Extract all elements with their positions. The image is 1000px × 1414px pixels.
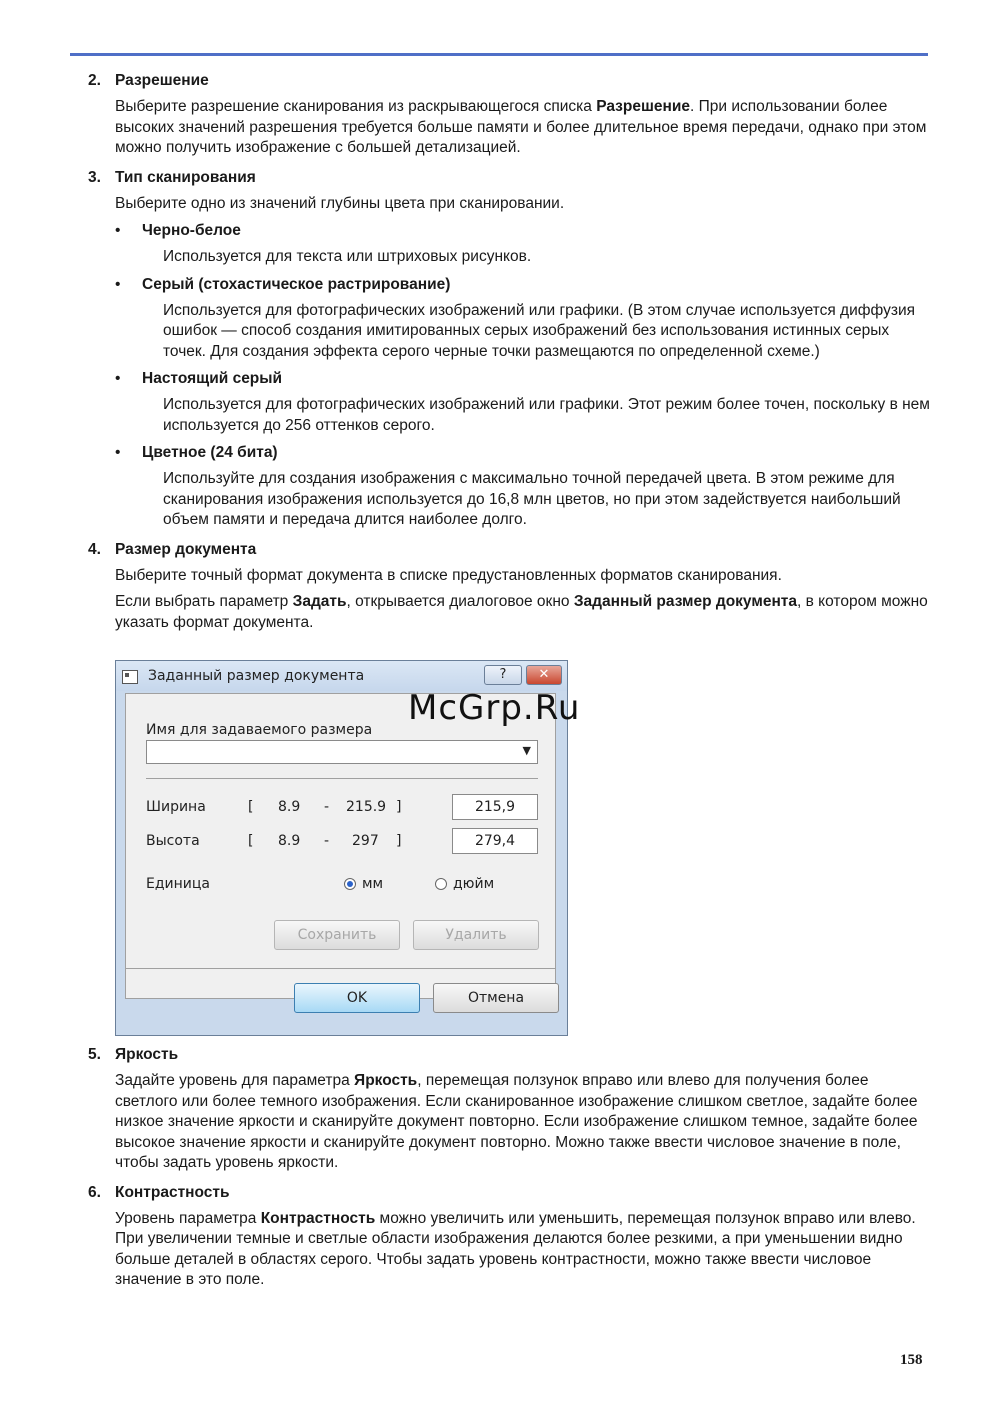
section-text-contrast: Уровень параметра Контрастность можно увеличить или уменьшить, перемещая ползунок вправо или влево. При увеличении темные и светлые области изображения делаются более резкими, а при уменьшении видно больше деталей в областях серого. Чтобы задать уровень контрастности, можно также ввести числовое значение в это поле. (115, 1209, 916, 1288)
unit-mm-label[interactable]: мм (362, 876, 384, 892)
save-button[interactable]: Сохранить (274, 920, 400, 950)
section-heading-contrast: 6. Контрастность (88, 1183, 230, 1201)
unit-inch-label[interactable]: дюйм (453, 876, 495, 892)
section-heading-scan-type: 3. Тип сканирования (88, 168, 256, 186)
height-label: Высота (146, 833, 200, 849)
bullet-text: Используется для текста или штриховых рисунков. (163, 248, 532, 265)
width-range-close: ] (396, 799, 402, 815)
chevron-down-icon[interactable]: ▼ (522, 744, 531, 757)
height-input[interactable]: 279,4 (452, 828, 538, 854)
bullet-text: Используйте для создания изображения с максимально точной передачей цвета. В этом режиме для сканирования изображения используется до 16,8 млн цветов, но при этом задействуется наибольший объем памяти и передача длится наиболее долго. (163, 470, 901, 528)
divider (146, 778, 538, 779)
width-max: 215.9 (346, 799, 387, 815)
bullet-heading: • Черно-белое (115, 222, 241, 239)
bullet-text: Используется для фотографических изображений или графики. Этот режим более точен, поскольку в нем используется до 256 оттенков серого. (163, 396, 930, 434)
ok-button[interactable]: OK (294, 983, 420, 1013)
delete-button[interactable]: Удалить (413, 920, 539, 950)
width-range-open: [ (248, 799, 254, 815)
unit-mm-radio[interactable] (344, 878, 356, 890)
top-rule (70, 53, 928, 56)
height-range-open: [ (248, 833, 254, 849)
section-heading-resolution: 2. Разрешение (88, 72, 209, 89)
unit-label: Единица (146, 876, 210, 892)
bullet-heading: • Цветное (24 бита) (115, 444, 278, 461)
bullet-heading: • Серый (стохастическое растрирование) (115, 275, 451, 293)
size-name-combo[interactable] (146, 740, 538, 764)
height-range-close: ] (396, 833, 402, 849)
dialog-titlebar (116, 661, 567, 691)
dialog-title: Заданный размер документа (148, 668, 365, 684)
help-button[interactable]: ? (484, 665, 522, 685)
close-button[interactable]: ✕ (526, 665, 562, 685)
page-number: 158 (900, 1352, 923, 1368)
section-text-doc-size-dialog: Если выбрать параметр Задать, открывается диалоговое окно Заданный размер документа, в котором можно указать формат документа. (115, 593, 928, 631)
height-max: 297 (352, 833, 379, 849)
width-min: 8.9 (278, 799, 301, 815)
document-content (88, 70, 930, 633)
section-text-scan-type: Выберите одно из значений глубины цвета при сканировании. (115, 194, 565, 212)
section-text-doc-size: Выберите точный формат документа в списке предустановленных форматов сканирования. (115, 566, 782, 584)
settings-frame (126, 694, 555, 969)
section-text-brightness: Задайте уровень для параметра Яркость, перемещая ползунок вправо или влево для получения более светлого или более темного изображения. Если сканированное изображение слишком светлое, задайте более низкое значение яркости и сканируйте документ повторно. Если изображение слишком темное, задайте более высокое значение яркости и сканируйте документ повторно. Можно также ввести числовое значение в поле, чтобы задать уровень яркости. (115, 1072, 918, 1171)
width-input[interactable]: 215,9 (452, 794, 538, 820)
section-text-resolution: Выберите разрешение сканирования из раскрывающегося списка Разрешение. При использовании более высоких значений разрешения требуется больше памяти и более длительное время передачи, однако при этом можно получить изображение с большей детализацией. (115, 98, 927, 156)
height-min: 8.9 (278, 833, 301, 849)
window-icon (122, 670, 138, 684)
section-heading-brightness: 5. Яркость (88, 1046, 179, 1063)
section-heading-doc-size: 4. Размер документа (88, 540, 257, 558)
width-dash: - (324, 799, 330, 815)
dialog-body (125, 693, 556, 999)
bullet-heading: • Настоящий серый (115, 370, 283, 387)
width-label: Ширина (146, 799, 206, 815)
watermark: McGrp.Ru (408, 688, 581, 728)
unit-inch-radio[interactable] (435, 878, 447, 890)
bullet-text: Используется для фотографических изображений или графики. (В этом случае используется диффузия ошибок — способ создания имитированных серых изображений без использования истинных серых точек. Для создания эффекта серого черные точки размещаются по определенной схеме.) (163, 301, 915, 360)
document-content-lower (88, 1044, 930, 1291)
cancel-button[interactable]: Отмена (433, 983, 559, 1013)
height-dash: - (324, 833, 330, 849)
size-name-label: Имя для задаваемого размера (146, 722, 373, 738)
